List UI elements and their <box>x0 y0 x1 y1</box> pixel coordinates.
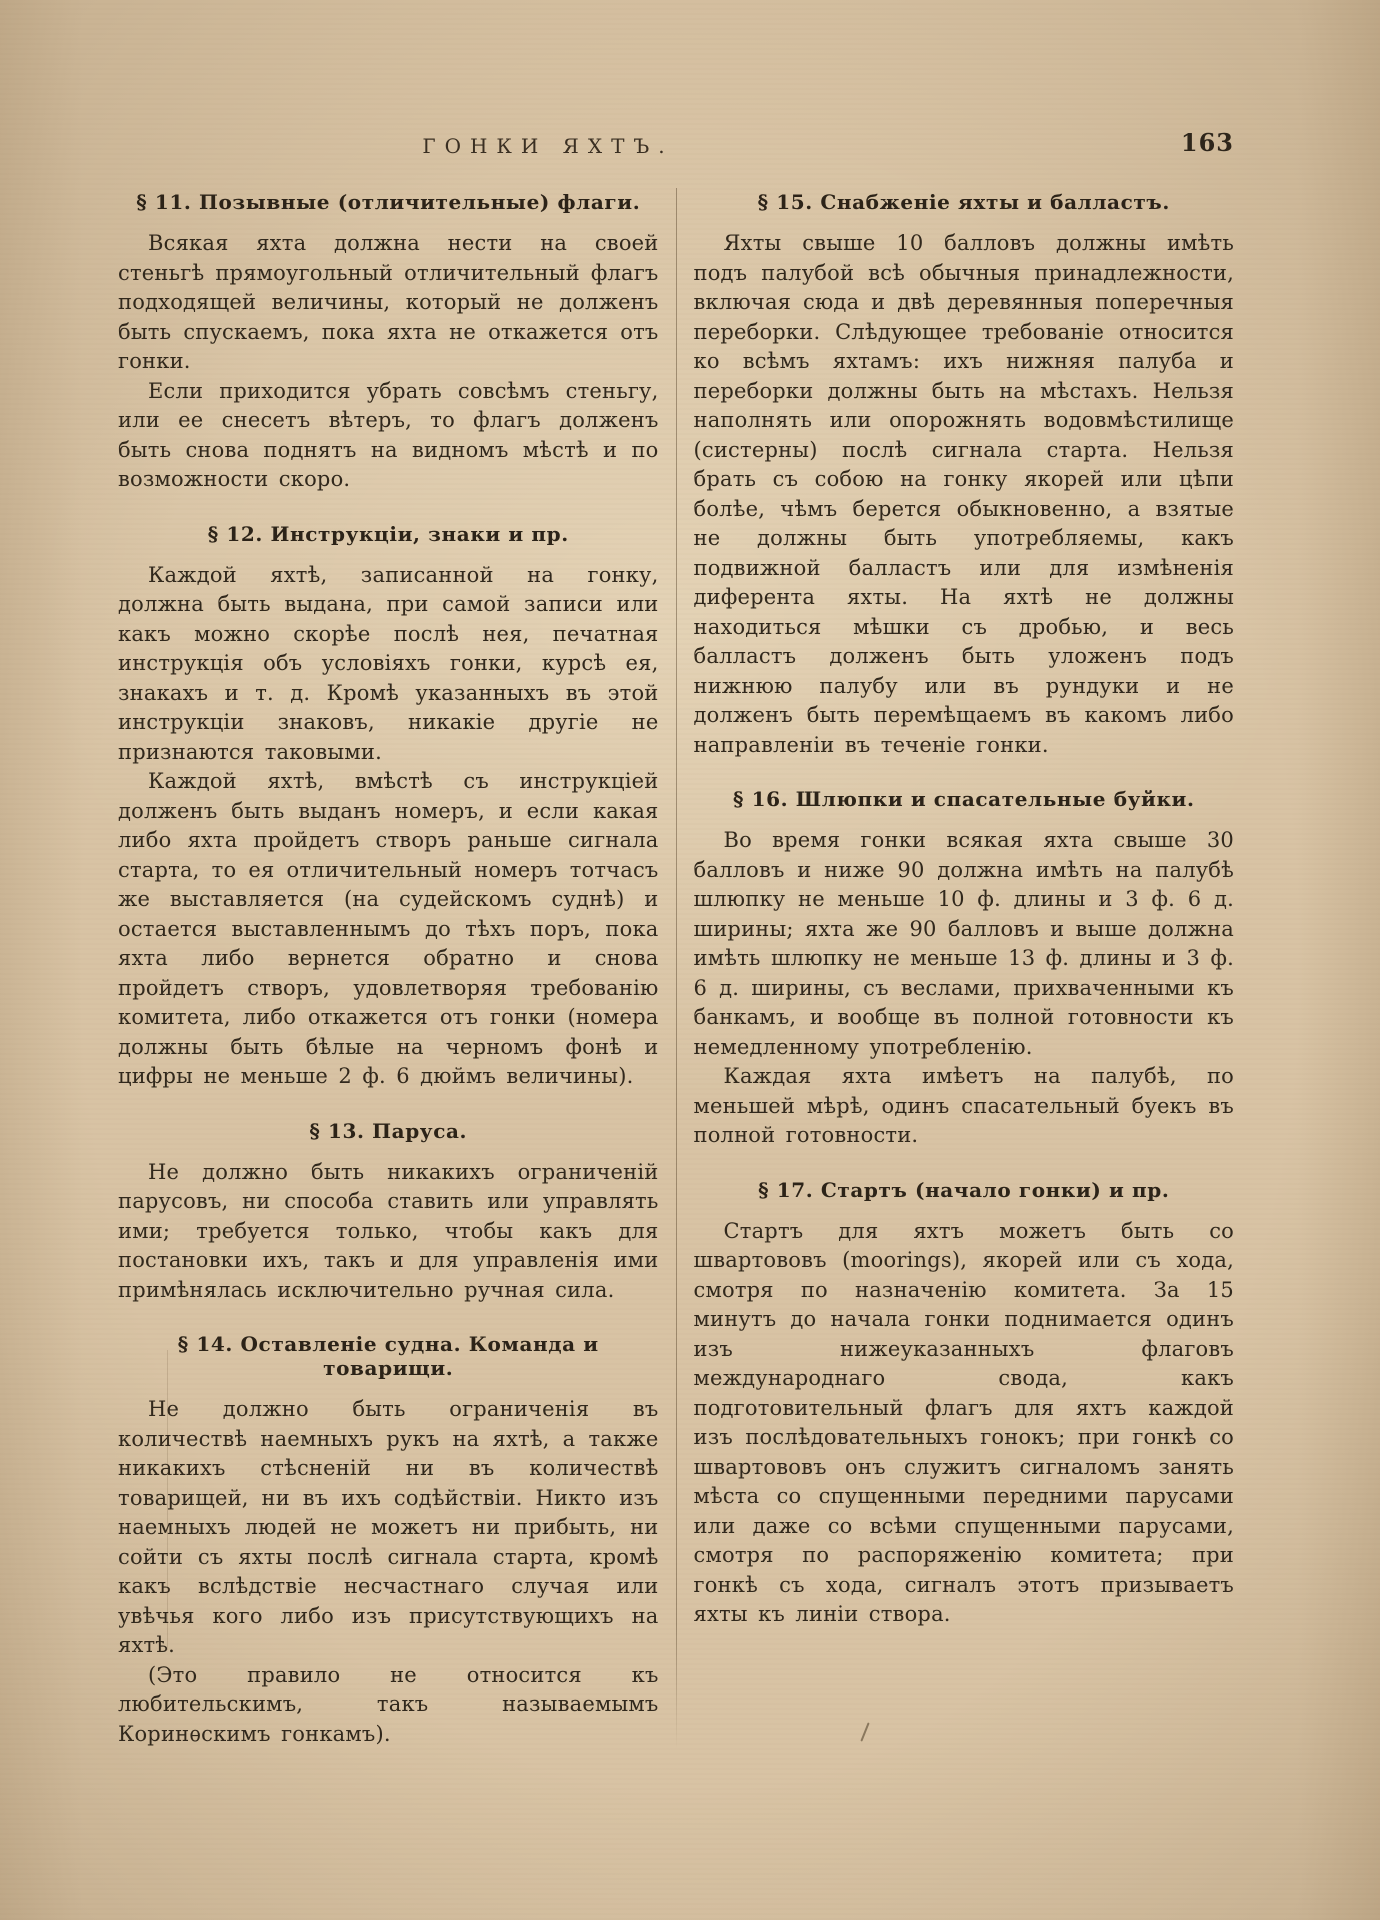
column-divider-rule <box>676 188 677 1749</box>
paragraph: Каждой яхтѣ, вмѣстѣ съ инструкціей долженъ быть выданъ номеръ, и если какая либо яхта пройдетъ створъ раньше сигнала старта, то ея отличительный номеръ тотчасъ же выставляется (на судейскомъ суднѣ) и остается выставленнымъ до тѣхъ поръ, пока яхта либо вернется обратно и снова пройдетъ створъ, удовлетворяя требованію комитета, либо откажется отъ гонки (номера должны быть бѣлые на черномъ фонѣ и цифры не меньше 2 ф. 6 дюймъ величины). <box>118 769 659 1088</box>
scan-fold-artifact <box>167 1350 168 1650</box>
section-15 <box>694 190 1235 760</box>
section-12 <box>118 522 659 1092</box>
paragraph: Если приходится убрать совсѣмъ стеньгу, или ее снесетъ вѣтеръ, то флагъ долженъ быть снова поднятъ на видномъ мѣстѣ и по возможности скоро. <box>118 378 659 491</box>
right-column <box>694 184 1235 1749</box>
paragraph: Не должно быть никакихъ ограниченій парусовъ, ни способа ставить или управлять ими; требуется только, чтобы какъ для постановки ихъ, такъ и для управленія ими примѣнялась исключительно ручная сила. <box>118 1159 659 1302</box>
page-header <box>118 130 1234 174</box>
section-heading: § 17. Стартъ (начало гонки) и пр. <box>758 1177 1170 1202</box>
paragraph: Яхты свыше 10 балловъ должны имѣть подъ палубой всѣ обычныя принадлежности, включая сюда и двѣ деревянныя поперечныя переборки. Слѣдующее требованіе относится ко всѣмъ яхтамъ: ихъ нижняя палуба и переборки должны быть на мѣстахъ. Нельзя наполнять или опорожнять водовмѣстилище (систерны) послѣ сигнала старта. Нельзя брать съ собою на гонку якорей или цѣпи болѣе, чѣмъ берется обыкновенно, а взятые не должны быть употребляемы, какъ подвижной балластъ или для измѣненія диферента яхты. На яхтѣ не должны находиться мѣшки съ дробью, и весь балластъ долженъ быть уложенъ подъ нижнюю палубу или въ рундуки и не долженъ быть перемѣщаемъ въ какомъ либо направленіи въ теченіе гонки. <box>693 231 1234 757</box>
section-heading: § 16. Шлюпки и спасательные буйки. <box>732 787 1195 811</box>
section-heading: § 15. Снабженіе яхты и балластъ. <box>757 190 1170 214</box>
paragraph: Стартъ для яхтъ можетъ быть со швартововъ (moorings), якорей или съ хода, смотря по назначенію комитета. За 15 минутъ до начала гонки поднимается одинъ изъ нижеуказанныхъ флаговъ международнаго свода, какъ подготовительный флагъ для яхтъ каждой изъ послѣдовательныхъ гонокъ; при гонкѣ со швартововъ онъ служитъ сигналомъ занять мѣста со спущенными передними парусами или даже со всѣми спущенными парусами, смотря по распоряженію комитета; при гонкѣ съ хода, сигналъ этотъ призываетъ яхты къ линіи створа. <box>693 1218 1234 1626</box>
text-block <box>118 130 1234 1749</box>
paragraph: Всякая яхта должна нести на своей стеньгѣ прямоугольный отличительный флагъ подходящей величины, который не долженъ быть спускаемъ, пока яхта не откажется отъ гонки. <box>118 231 659 373</box>
paragraph: Каждая яхта имѣетъ на палубѣ, по меньшей мѣрѣ, одинъ спасательный буекъ въ полной готовности. <box>693 1064 1234 1147</box>
section-heading: § 13. Паруса. <box>309 1118 468 1143</box>
paragraph: Во время гонки всякая яхта свыше 30 балловъ и ниже 90 должна имѣть на палубѣ шлюпку не меньше 10 ф. длины и 3 ф. 6 д. ширины; яхта же 90 балловъ и выше должна имѣть шлюпку не меньше 13 ф. длины и 3 ф. 6 д. ширины, съ веслами, прихваченными къ банкамъ, и вообще въ полной готовности къ немедленному употребленію. <box>693 828 1234 1059</box>
section-17 <box>694 1178 1235 1630</box>
section-11 <box>118 190 659 495</box>
section-heading: § 14. Оставленіе судна. Команда и товарищи. <box>177 1332 599 1380</box>
section-14 <box>118 1332 659 1749</box>
section-heading: § 11. Позывные (отличительные) флаги. <box>136 190 641 214</box>
running-title: ГОНКИ ЯХТЪ. <box>422 134 674 158</box>
section-16 <box>694 787 1235 1151</box>
paragraph: Не должно быть ограниченія въ количествѣ наемныхъ рукъ на яхтѣ, а также никакихъ стѣсненій ни въ количествѣ товарищей, ни въ ихъ содѣйствіи. Никто изъ наемныхъ людей не можетъ ни прибыть, ни сойти съ яхты послѣ сигнала старта, кромѣ какъ вслѣдствіе несчастнаго случая или увѣчья кого либо изъ присутствующихъ на яхтѣ. <box>118 1397 659 1657</box>
page-number: 163 <box>1180 128 1234 157</box>
paragraph: Каждой яхтѣ, записанной на гонку, должна быть выдана, при самой записи или какъ можно скорѣе послѣ нея, печатная инструкція объ условіяхъ гонки, курсѣ ея, знакахъ и т. д. Кромѣ указанныхъ въ этой инструкціи знаковъ, никакіе другіе не признаются таковыми. <box>118 562 659 764</box>
two-column-layout <box>118 184 1234 1749</box>
left-column <box>118 184 659 1749</box>
section-heading: § 12. Инструкціи, знаки и пр. <box>207 521 569 546</box>
section-13 <box>118 1119 659 1306</box>
paragraph: (Это правило не относится къ любительскимъ, такъ называемымъ Коринѳскимъ гонкамъ). <box>118 1662 659 1746</box>
